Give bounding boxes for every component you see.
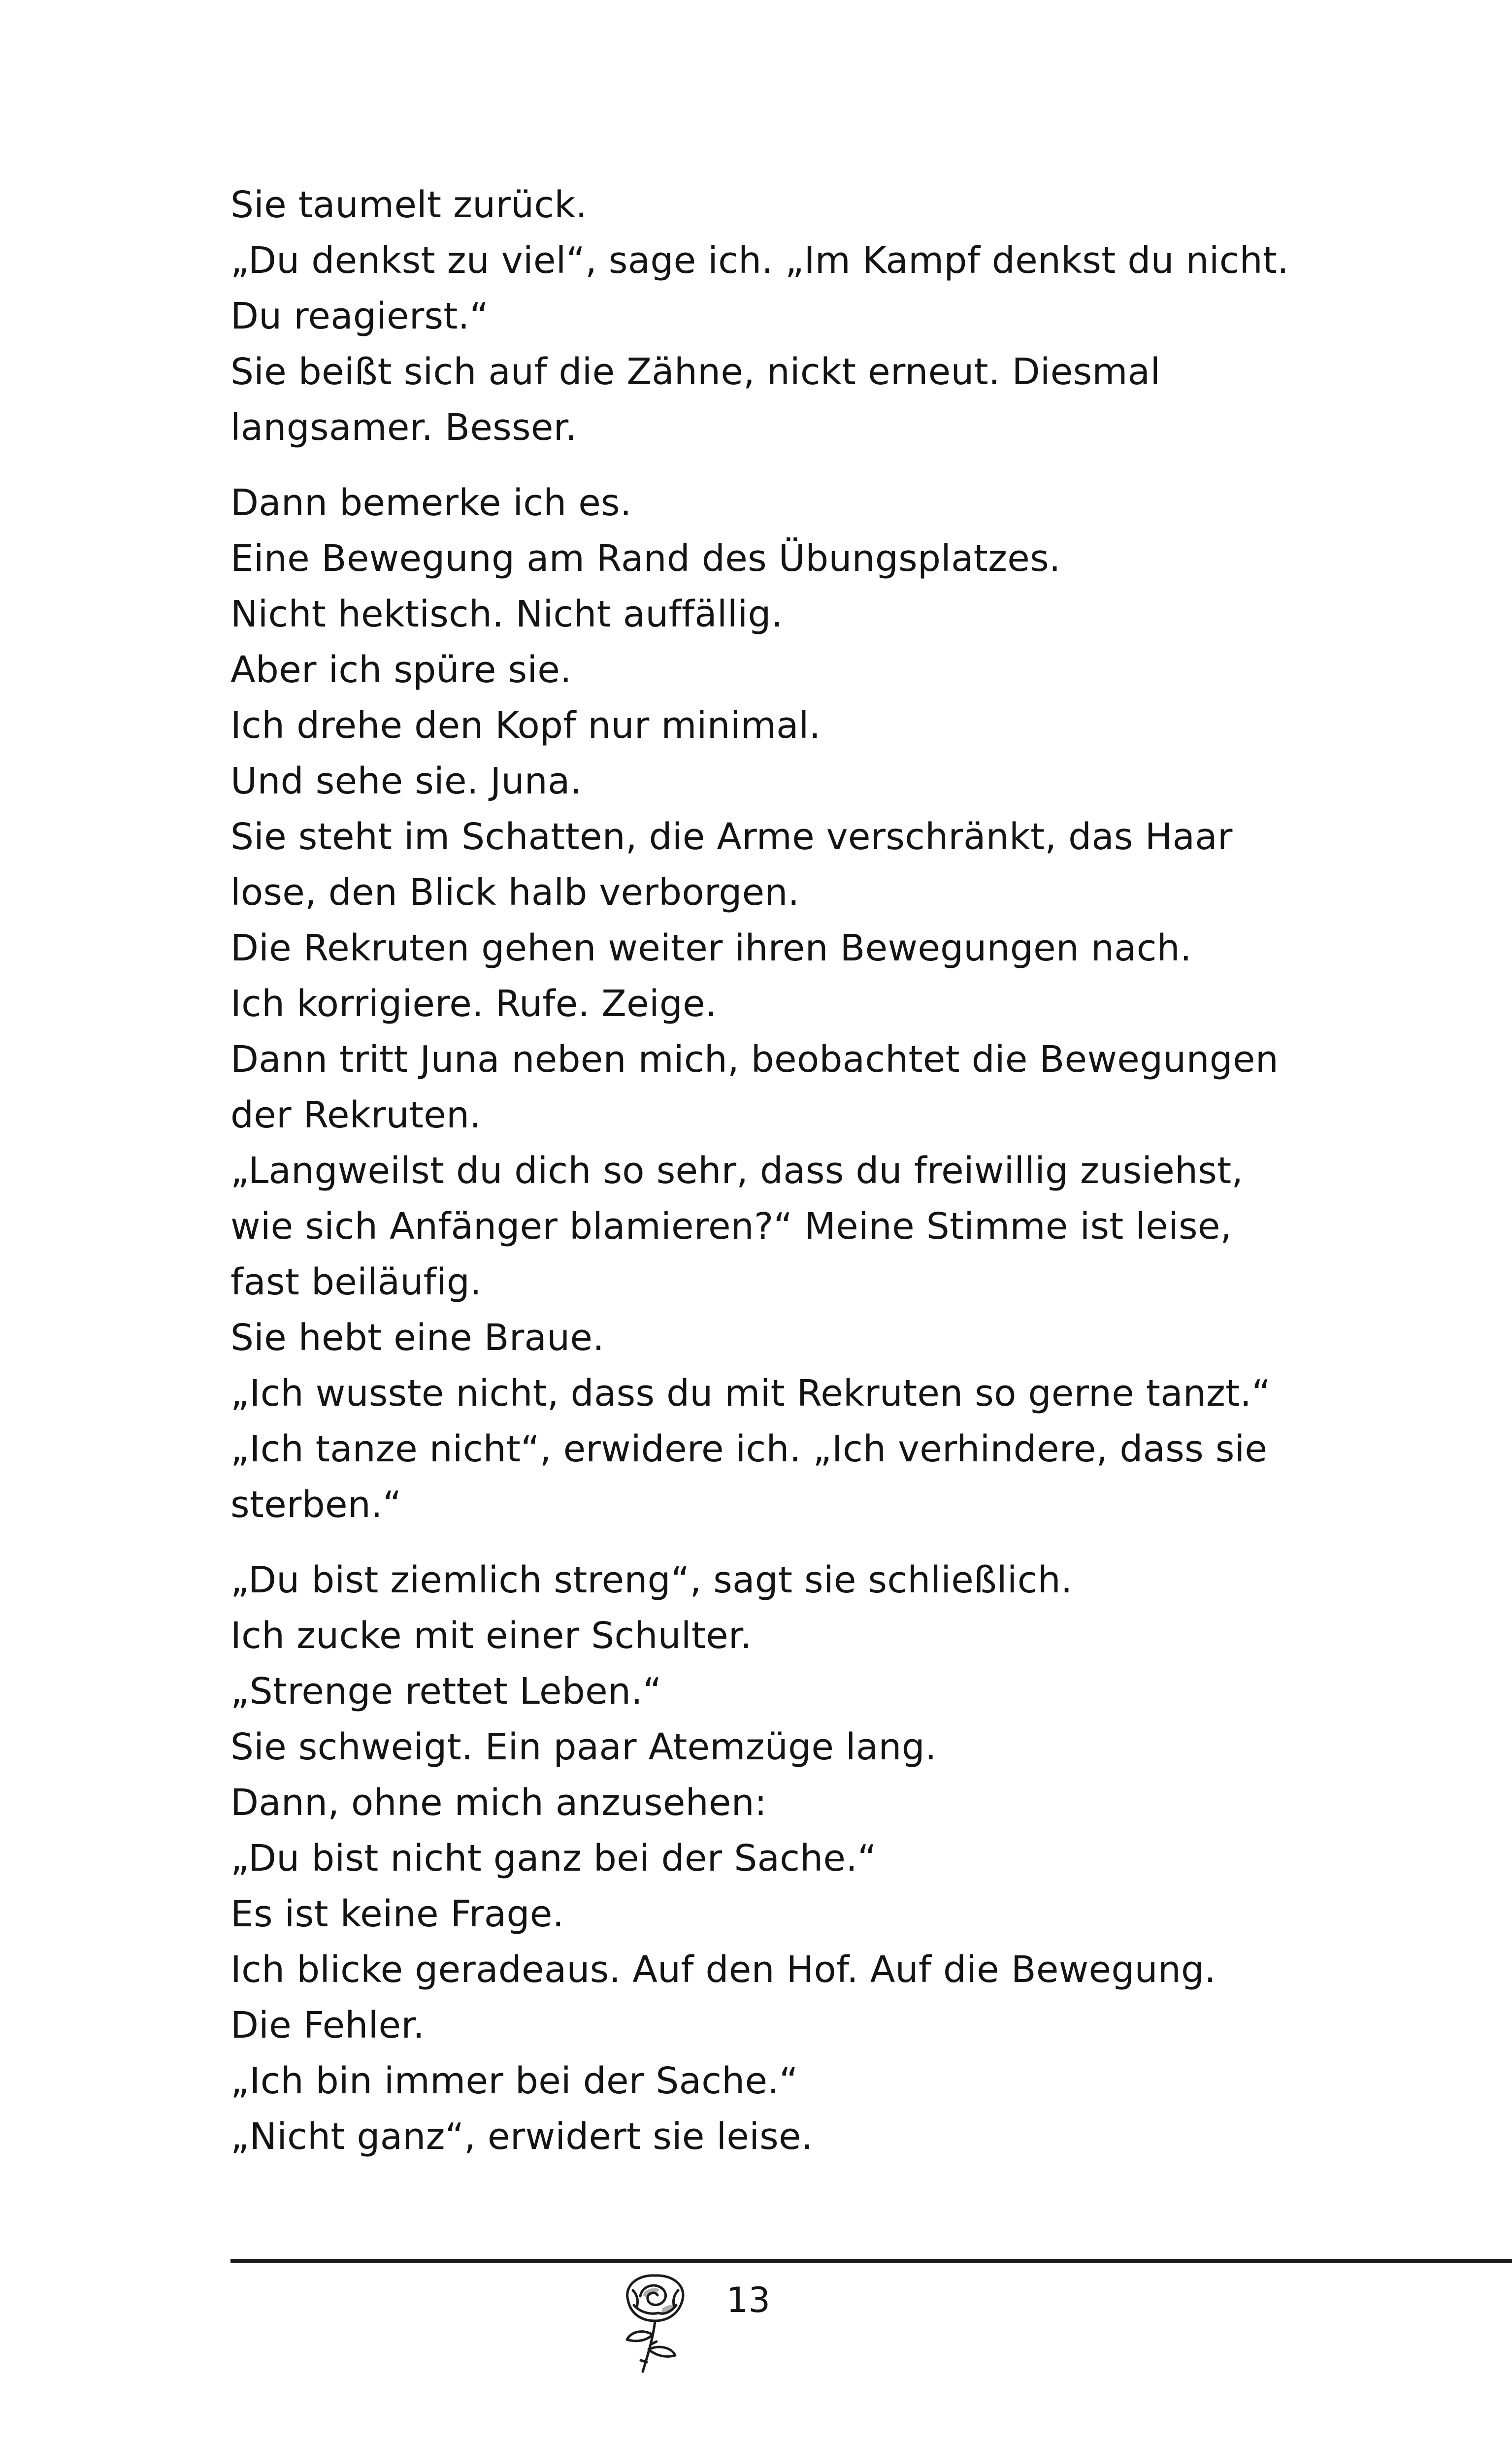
text-line: Sie hebt eine Braue. xyxy=(230,1317,605,1359)
paragraph-3 xyxy=(230,1552,1334,2165)
text-line: Nicht hektisch. Nicht auffällig. xyxy=(230,593,783,635)
text-line: Dann, ohne mich anzusehen: xyxy=(230,1782,767,1824)
text-line: der Rekruten. xyxy=(230,1094,482,1136)
text-line: Eine Bewegung am Rand des Übungsplatzes. xyxy=(230,537,1061,580)
text-line: Sie steht im Schatten, die Arme verschränkt, das Haar xyxy=(230,816,1233,858)
text-line: „Du bist ziemlich streng“, sagt sie schließlich. xyxy=(230,1559,1073,1601)
text-line: langsamer. Besser. xyxy=(230,406,577,449)
text-line: Sie beißt sich auf die Zähne, nickt erneut. Diesmal xyxy=(230,351,1161,393)
text-line: Ich blicke geradeaus. Auf den Hof. Auf die Bewegung. xyxy=(230,1948,1216,1991)
footer-rule xyxy=(230,2259,1512,2263)
page-body xyxy=(230,177,1334,2165)
text-line: wie sich Anfänger blamieren?“ Meine Stimme ist leise, xyxy=(230,1205,1232,1248)
text-line: lose, den Blick halb verborgen. xyxy=(230,871,800,914)
text-line: „Du denkst zu viel“, sage ich. „Im Kampf denkst du nicht. xyxy=(230,239,1289,282)
text-line: Es ist keine Frage. xyxy=(230,1893,564,1935)
text-line: Ich korrigiere. Rufe. Zeige. xyxy=(230,983,717,1025)
rose-icon xyxy=(613,2266,697,2379)
text-line: „Strenge rettet Leben.“ xyxy=(230,1670,662,1713)
text-line: Dann tritt Juna neben mich, beobachtet die Bewegungen xyxy=(230,1038,1279,1081)
text-line: „Ich wusste nicht, dass du mit Rekruten so gerne tanzt.“ xyxy=(230,1372,1271,1415)
text-line: Und sehe sie. Juna. xyxy=(230,760,582,802)
text-line: fast beiläufig. xyxy=(230,1261,482,1303)
page-number: 13 xyxy=(726,2280,771,2320)
text-line: „Du bist nicht ganz bei der Sache.“ xyxy=(230,1837,877,1880)
text-line: „Ich tanze nicht“, erwidere ich. „Ich verhindere, dass sie xyxy=(230,1428,1268,1470)
text-line: sterben.“ xyxy=(230,1484,402,1526)
text-line: Ich drehe den Kopf nur minimal. xyxy=(230,704,821,747)
text-line: Sie taumelt zurück. xyxy=(230,184,588,226)
text-line: Die Fehler. xyxy=(230,2004,425,2047)
paragraph-2 xyxy=(230,475,1334,1533)
text-line: Sie schweigt. Ein paar Atemzüge lang. xyxy=(230,1726,937,1768)
text-line: Du reagierst.“ xyxy=(230,295,489,337)
text-line: Ich zucke mit einer Schulter. xyxy=(230,1615,752,1657)
text-line: Aber ich spüre sie. xyxy=(230,649,572,691)
paragraph-1 xyxy=(230,177,1334,456)
text-line: „Nicht ganz“, erwidert sie leise. xyxy=(230,2115,813,2158)
text-line: Dann bemerke ich es. xyxy=(230,482,632,524)
text-line: Die Rekruten gehen weiter ihren Bewegungen nach. xyxy=(230,927,1192,969)
text-line: „Ich bin immer bei der Sache.“ xyxy=(230,2060,798,2102)
text-line: „Langweilst du dich so sehr, dass du freiwillig zusiehst, xyxy=(230,1150,1244,1192)
